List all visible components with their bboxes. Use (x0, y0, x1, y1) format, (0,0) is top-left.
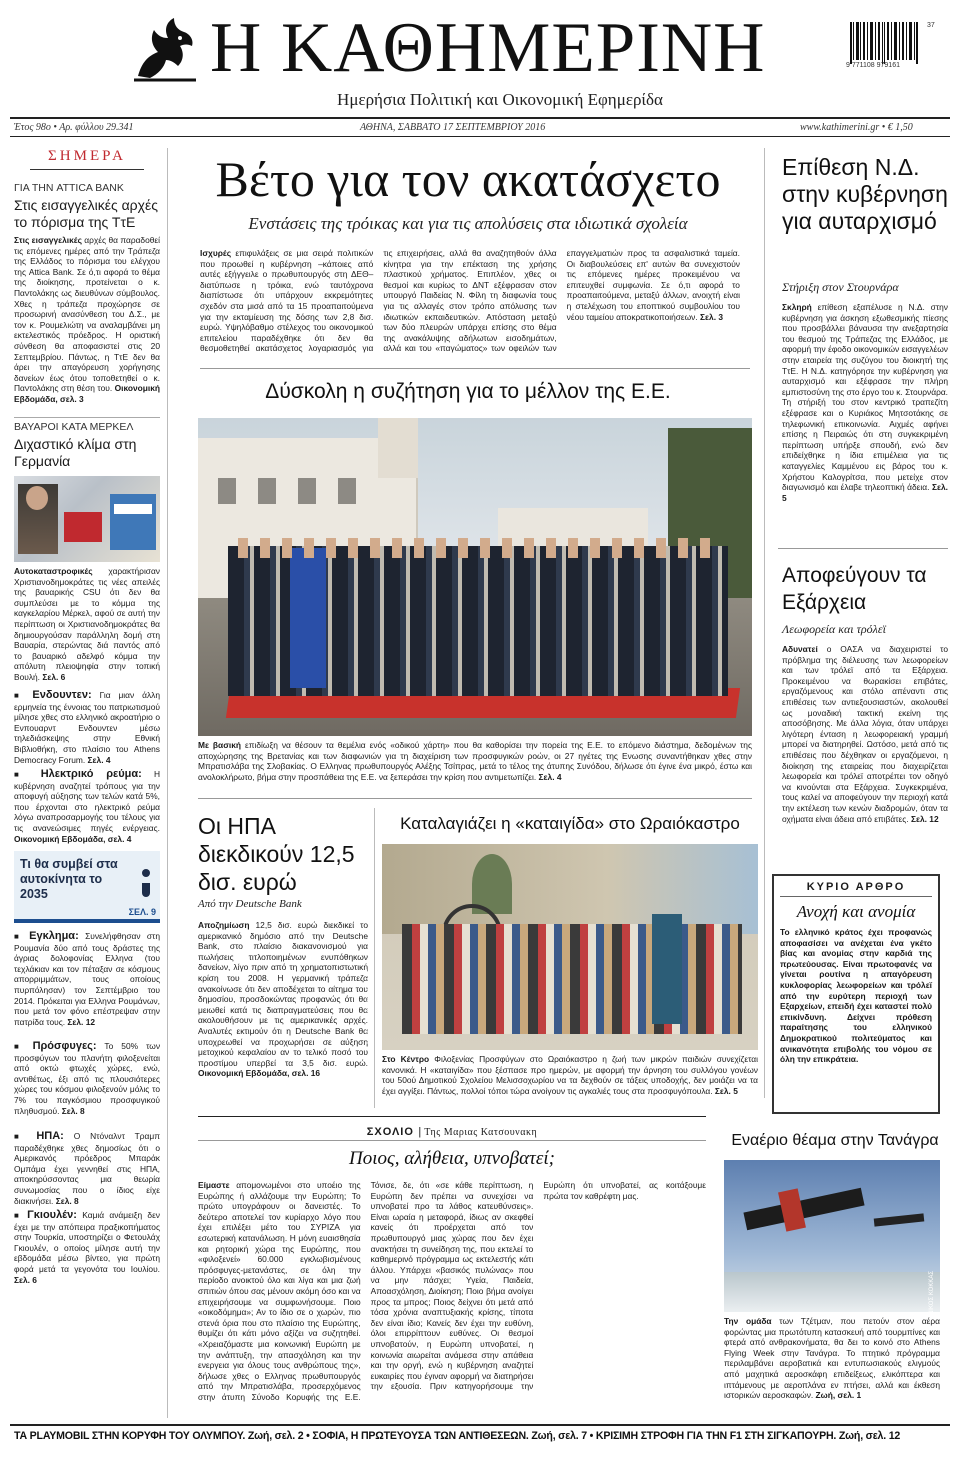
brief-gulen-text: Καμιά ανάμειξη δεν έχει με την απόπειρα πραξικοπήματος στην Τουρκία, υποστηρίζει ο Φετουλάχ Γκιουλέν, ο οποίος μίλησε αυτή την εβδομάδα μέσω βίντεο, για πρώτη φορά μετά τα γεγονότα του Ιουλίου. (14, 1210, 160, 1274)
center-right-divider (764, 148, 765, 1098)
oraiokastro-caption-ref[interactable]: Σελ. 5 (714, 1085, 738, 1096)
brief-electricity-lead: Ηλεκτρικό ρεύμα: (40, 768, 142, 780)
newspaper-subtitle: Ημερήσια Πολιτική και Οικονομική Εφημερίδα (337, 90, 663, 109)
brief-refugees-lead: Πρόσφυγες: (32, 1040, 97, 1052)
scholio-separator: | (418, 1126, 425, 1138)
tanagra-headline[interactable]: Εναέριο θέαμα στην Τανάγρα (731, 1132, 939, 1149)
exarchia-headline[interactable]: Αποφεύγουν τα Εξάρχεια (782, 564, 927, 614)
oraiokastro-caption-text: Φιλοξενίας Προσφύγων στο Ωραιόκαστρο η ζωή των μικρών παιδιών συνεχίζεται κανονικά. Η «καταιγίδα» που ξέσπασε προ ημερών, με αφορμή την άρνηση του συλλόγου γονέων του 50ού Δημοτικού Σχολείου Μελισσοχωρίου να τα δεχθούν σε τάξεις υποδοχής, δεν μοιάζει να τα έχει αγγίξει. Πάντως, πολλοί τόποι τώρα ανοίγουν τις αγκαλιές τους στα προσφυγόπουλα. (382, 1054, 758, 1096)
brief-refugees-ref[interactable]: Σελ. 8 (61, 1105, 85, 1116)
item1-body (14, 235, 160, 411)
item2-lead: Αυτοκαταστροφικές (14, 566, 93, 576)
eu-photo-credit: EPA / A. ANASTOS (182, 663, 189, 715)
brief-refugees-text: Το 50% των προσφύγων του πλανήτη φιλοξενείται από οκτώ φτωχές χώρες, ενώ, αντιθέτως, έξι από τις πλουσιότερες χώρες του κόσμου φιλοξενούν μόλις το 7% του παγκόσμιου προσφυγικού πληθυσμού. (14, 1041, 161, 1116)
eu-caption-lead: Με βασική (198, 740, 242, 750)
item1-ref[interactable]: Οικονομική Εβδομάδα, σελ. 3 (14, 383, 160, 404)
item1-lead: Στις εισαγγελικές (14, 235, 82, 245)
cars-promo-page: ΣΕΛ. 9 (128, 907, 156, 917)
barcode-number: 9 771108 979161 (846, 62, 900, 69)
tanagra-caption-ref[interactable]: Ζωή, σελ. 1 (815, 1390, 862, 1401)
nd-lead: Σκληρή (782, 302, 812, 312)
item2-title[interactable]: Διχαστικό κλίμα στη Γερμανία (14, 436, 137, 469)
item1-title[interactable]: Στις εισαγγελικές αρχές το πόρισμα της ΤτΕ (14, 197, 158, 230)
exarchia-text: ο ΟΑΣΑ να διαχειριστεί το πρόβλημα της διέλευσης των λεωφορείων και των τρόλεϊ από τα Εξάρχεια. Προκειμένου να θωρακίσει επιβάτες, εργαζόμενους και στόλο απέναντι στις επιθέσεις των αντιεξουσιαστών, ακολουθεί ως μοναδική τακτική εκείνη της αποσόβησης. Με άλλα λόγια, όταν υπάρχει λιγότερη ένταση η λεωφορειακή γραμμή μπορεί να διατηρηθεί. Ωστόσο, μετά από τις επιθέσεις που δέχθηκαν οι εργαζόμενοι, η διοίκηση της εταιρείας που διαχειρίζεται λεωφορεία και τρόλεϊ αποτρέπει τον οδηγό να κινούνται στα Εξάρχεια. Συγκεκριμένα, τους καλεί να αποφεύγουν την περιοχή κατά την εκτέλεση των κενών διαδρομών, όταν τα οχήματα είναι άδεια από επιβάτες. (782, 644, 948, 824)
masthead (0, 0, 960, 133)
brief-snowden (14, 690, 160, 765)
eu-rule (198, 798, 752, 799)
brief-usa-text: Ο Ντόναλντ Τραμπ παραδέχθηκε χθες δημοσίως ότι ο Αμερικανός πρόεδρος Μπαράκ Ομπάμα έχει γεννηθεί στις ΗΠΑ, αποκηρύσσοντας μια θεωρία συνωμοσίας που ο ίδιος είχε διακινήσει. (14, 1131, 160, 1206)
scholio-rule-top (198, 1116, 706, 1117)
oraiokastro-photo-credit: ΑΛΕΞΑΝΔΡΟΣ ΑΒΡΑΜΙΔΗΣ (367, 968, 374, 1046)
griffin-logo-icon (128, 12, 202, 86)
usa-headline[interactable]: Οι ΗΠΑ διεκδικούν 12,5 δισ. ευρώ (198, 813, 355, 895)
item2-ref[interactable]: Σελ. 6 (42, 671, 66, 682)
lead-text: επιφυλάξεις σε μια σειρά πολιτικών που προωθεί η κυβέρνηση –κάποιες από αυτές εξήγγειλε ο πρωθυπουργός στη ΔΕΘ– διατύπωσε η τρόικα, ενώ ταυτόχρονα διαπίστωσε ότι υπάρχουν εκκρεμότητες σχεδόν στα μισά από τα 15 προαπαιτούμενα για την εκταμίευση της δόσης των 2,8 δισ. ευρώ. Υψηλόβαθμο στέλεχος του οικονομικού επιτελείου παραδέχθηκε ότι δεν θα θεσμοθετηθεί ακατάσχετος λογαριασμός για τις επιχειρήσεις, αλλά θα αναζητηθούν άλλα κίνητρα για την επέκταση της χρήσης πλαστικού χρήματος. Επιπλέον, χθες οι θεσμοί και κυρίως το ΔΝΤ εξέφρασαν στον υπουργό Παιδείας Ν. Φίλη τη διαφωνία τους για τις αλλαγές στον τρόπο απόλυσης των ιδιωτικών εκπαιδευτικών. Απόσταση μεταξύ των δύο πλευρών υπάρχει επίσης στο θέμα της ανακάλυψης αδήλωτων εισοδημάτων, αλλά και του «παγώματος» των οφειλών των επαγγελματιών προς τα ασφαλιστικά ταμεία. Οι διαβουλεύσεις επ' αυτών θα συνεχιστούν τις επόμενες ημέρες προκειμένου να επιτευχθεί συμφωνία. Σε ό,τι αφορά το προαπαιτούμενα, μεταξύ άλλων, ανοιχτή είναι η στελέχωση του εποπτικού συμβουλίου του νέου ταμείου αποκρατικοποιήσεων. (200, 248, 740, 354)
lead-body (200, 248, 740, 360)
today-label: ΣΗΜΕΡΑ (30, 148, 144, 170)
nd-ref[interactable]: Σελ. 5 (782, 482, 949, 503)
item2-body (14, 566, 160, 684)
brief-crime-text: Συνελήφθησαν στη Ρουμανία δύο από τους δράστες της άγριας δολοφονίας Ελληνα (του τεχλάκιαν και τον πέταξαν σε κόσμους απορριμμάτων, τους οποίους πυρπόλησαν) τον Σεπτέμβριο του 2014. Πρόκειται για Ελληνα Ρουμάνων, που μετά τον φόνο επέστρεψαν στην πατρίδα τους. (14, 931, 160, 1027)
tanagra-photo-credit: ΝΙΚΟΣ ΚΟΚΚΑΣ (929, 1270, 936, 1316)
eu-caption (198, 740, 752, 784)
oraiokastro-caption-lead: Στο Κέντρο (382, 1054, 430, 1064)
lead-headline[interactable]: Βέτο για τον ακατάσχετο (215, 151, 721, 207)
usa-lead: Αποζημίωση (198, 920, 250, 930)
eu-caption-text: επιδίωξη να θέσουν τα θεμέλια ενός «οδικού χάρτη» που θα καθορίσει την πορεία της Ε.Ε. το επόμενο διάστημα, δεδομένων της αποχώρησης της Βρετανίας και των διαφωνιών για τη διαχείριση των προσφυγικών ροών, οι 27 ηγέτες της Ενωσης συναντήθηκαν χθες στην Μπρατισλάβα της Σλοβακίας. Ο Ελληνας πρωθυπουργός Αλέξης Τσίπρας, μετά το τέλος της άτυπης Συνόδου, δήλωσε ότι έγινε ένα μικρό, έστω και ανολοκλήρωτο, βήμα στην προσπάθεια της Ε.Ε. να ξεπεράσει την κρίση που αντιμετωπίζει. (198, 740, 752, 782)
tanagra-caption-text: των Τζέτμαν, που πετούν στον αέρα φορώντας μια πρωτότυπη κατασκευή από τουρμπίνες και φτερά από ανθρακονήματα, θα δει το κοινό στο Athens Flying Week στην Τανάγρα. Το πτητικό πρόγραμμα περιλαμβάνει αεροβατικά και εντυπωσιακούς ελιγμούς από μαχητικά αεροσκάφη επιδείξεως, ελικόπτερα και ιπτάμενους με αεροπλάνα εν πτήσει, αλλά και έκθεση ιστορικών αεροσκαφών. (724, 1316, 940, 1401)
scholio-lead: Είμαστε (198, 1180, 230, 1190)
brief-electricity-text: Η κυβέρνηση αναζητεί τρόπους για την αποφυγή αύξησης των τελών κατά 5%, που έρχονται στο ηλεκτρικό ρεύμα λόγω αναπροσαρμογής του τέλους για τις ανανεώσιμες πηγές ενέργειας. (14, 769, 160, 833)
eu-headline[interactable]: Δύσκολη η συζήτηση για το μέλλον της Ε.Ε. (265, 380, 671, 403)
dateline-rule (10, 136, 950, 137)
lead-ref[interactable]: Σελ. 3 (700, 311, 724, 322)
brief-gulen (14, 1210, 160, 1296)
scholio-author: Της Μαριας Κατσουνακη (424, 1127, 538, 1138)
item1-text: αρχές θα παραδοθεί τις επόμενες ημέρες από την Τράπεζα της Ελλάδος το πόρισμα του ελέγχου της Attica Bank. Σε ό,τι αφορά το θέμα της διοίκησης, προτείνεται ο κ. Παντολάκης ως διευθύνων σύμβουλος. Χθες η τράπεζα προχώρησε σε προσωρινή ανασύνθεση του Δ.Σ., με τον κ. Ρουμελιώτη να αναλαμβάνει μη εκτελεστικός πρόεδρος. Η οριστική σύνθεση θα αποφασιστεί στις 20 Σεπτεμβρίου. Πάντως, η ΤτΕ δεν θα άρει την απαγόρευση χορήγησης δανείων έως ότου τοποθετηθεί ο κ. Παντολάκης στη θέση του. (14, 235, 160, 394)
brief-snowden-ref[interactable]: Σελ. 4 (87, 754, 111, 765)
barcode-issue: 37 (927, 22, 935, 29)
lead-rule (200, 368, 750, 369)
year-issue: Έτος 98ο • Αρ. φύλλου 29.341 (14, 122, 134, 133)
tanagra-photo (724, 1160, 940, 1316)
usa-ref[interactable]: Οικονομική Εβδομάδα, σελ. 16 (198, 1068, 321, 1079)
item2-kicker: ΒΑΥΑΡΟΙ ΚΑΤΑ ΜΕΡΚΕΛ (14, 417, 160, 433)
exarchia-body (782, 644, 948, 858)
cars-promo-mark2 (142, 883, 150, 897)
nd-rule (778, 548, 948, 549)
nd-headline[interactable]: Επίθεση Ν.Δ. στην κυβέρνηση για αυταρχισμό (782, 154, 948, 234)
cars-promo[interactable] (14, 851, 160, 923)
cars-promo-title: Τι θα συμβεί στα αυτοκίνητα το 2035 (20, 857, 118, 901)
item1-kicker: ΓΙΑ ΤΗΝ ATTICA BANK (14, 182, 124, 194)
oraiokastro-photo (367, 844, 758, 1050)
scholio-text: απομονωμένοι στο υποέιο της Ευρώπης ή αλλάζουμε την Ευρώπη; Το πρώτο υπογράφουν οι δανειστές. Το δεύτερο αποτελεί τον κυρίαρχο λόγο που έχει επιλέξει μέτο του ΣΥΡΙΖΑ για εσωτερική κατανάλωση. Η μόνη ευαισθησία και ρητορική χώρα της Ευρώπης, που «φιλοξενεί» 60.000 εγκλωβισμένους πρόσφυγες-μετανάστες, σε όλη την περίοδο ανοικτού όλο και λίγα και μια ζωή σπιτιών όπου σας μένουν ακόμη όσο και να επιχειρήσουμε να συμφωνήσουμε. Ποιο «οικοδόμημα»; Αν το ίδιο σε ο χωρών, πιο στενά όρια που στο πλαίσιο της Ευρώπης, θυμίζει ότι κάτι μόνο αξίζει να συζητηθεί. «Χρειαζόμαστε μια κοινωνική Ευρώπη με την ανάπτυξη, την απασχόληση και την ενεργεια για όλους τους ανθρώπους της», δήλωσε χθες ο Ελληνας πρωθυπουργός από την Μπρατισλάβα, προσερχόμενος στην άτυπη Σύνοδο Κορυφής της Ε.Ε. Τόνισε, δε, ότι «σε κάθε περίπτωση, η Ευρώπη δεν πρέπει να συνεχίσει να υπνοβατεί προ τα λάθος κατευθύνσεις». Είναι ωραία η μεταφορά, ίδιως αν σκεφθεί κανείς ότι προέρχεται από τον πρωθυπουργό μιας χώρας που δεν έχει ανακτήσει τη συνείδηση της, που εκτελεί το καθημερινό πρόγραμμα ως εκτελεστής κάτι άλλου. Υπάρχει «βασικός πυλώνας» που να μην πάσχει; Υγεία, Παιδεία, Αποασχόληση, Διοίκηση; Ποιο βήμα ανοίγει προς τα μπρος; Ποιος δείχνει ότι μετά από τόσα χρόνια αναπτυξιακής κρίσης, τίποτα δεν είναι ίδιο; Κανείς δεν έχει την ευθύνη, όλοι επιρρίπτουν ευθύνες. Οι θεσμοί υπνοβατούν, η Ευρώπη υπνοβατεί, η κοινωνία αιωρείται ανάμεσα στην απάθεια και την οργή, ενώ η κυβέρνηση αναζητεί ευκαιρίες που έγιναν αφορμή να διατηρήσει την εξουσία. Πριν κατηγορήσουμε την Ευρώπη ότι υπνοβατεί, ας κοιτάξουμε πρώτα τον καθρέφτη μας. (198, 1180, 706, 1402)
oraiokastro-headline[interactable]: Καταλαγιάζει η «καταιγίδα» στο Ωραιόκαστρο (400, 814, 740, 833)
brief-usa-lead: ΗΠΑ: (36, 1130, 64, 1142)
dateline: ΑΘΗΝΑ, ΣΑΒΒΑΤΟ 17 ΣΕΠΤΕΜΒΡΙΟΥ 2016 (360, 122, 546, 133)
scholio-heading (198, 1122, 706, 1140)
cars-promo-mark (142, 869, 150, 877)
brief-snowden-lead: Ενδουντεν: (32, 689, 92, 701)
exarchia-ref[interactable]: Σελ. 12 (910, 813, 939, 824)
usa-divider (374, 808, 375, 1108)
brief-usa (14, 1131, 160, 1206)
eu-summit-photo (182, 418, 752, 736)
brief-gulen-lead: Γκιουλέν: (27, 1209, 77, 1221)
lead-subhead: Ενστάσεις της τρόικας και για τις απολύσεις στα ιδιωτικά σχολεία (248, 214, 688, 233)
lead-lead: Ισχυρές (200, 248, 232, 258)
eu-caption-ref[interactable]: Σελ. 4 (538, 771, 562, 782)
merkel-poster-photo (14, 476, 160, 562)
scholio-body (198, 1180, 706, 1408)
brief-crime (14, 931, 160, 1037)
brief-refugees (14, 1041, 160, 1127)
brief-crime-lead: Εγκλημα: (29, 930, 79, 942)
oraiokastro-caption (382, 1054, 758, 1100)
newspaper-title[interactable]: Η ΚΑΘΗΜΕΡΙΝΗ (210, 9, 766, 87)
usa-body (198, 920, 368, 1106)
exarchia-subhead: Λεωφορεία και τρόλεϊ (782, 622, 886, 636)
brief-crime-ref[interactable]: Σελ. 12 (67, 1016, 96, 1027)
footer-rule (10, 1424, 950, 1426)
brief-gulen-ref[interactable]: Σελ. 6 (14, 1274, 37, 1285)
nd-text: επίθεση εξαπέλυσε η Ν.Δ. στην κυβέρνηση για άσκηση εξωθεσμικής πίεσης που προσβάλλει βάναυσα την ανεξαρτησία του θεσμού της Τράπεζας της Ελλάδος, με αφορμή την έφοδο οικονομικών εισαγγελέων στην εταιρεία της συζύγου του διοικητή της ΤτΕ. Η Ν.Δ. κατηγόρησε την κυβέρνηση για αυταρχισμό και εξέφρασε την πλήρη εμπιστοσύνη της στο έργο του κ. Στουρνάρα. Τη στήριξή του στον κεντρικό τραπεζίτη εξέφρασε και ο Κυριάκος Μητσοτάκης σε τηλεφωνική επικοινωνία. Αιχμές αφήνει επίσης η Πειραιώς ότι στη συγκεκριμένη περίπτωση υπήρξε σπουδή, ενώ δεν επιδείχθηκε η ίδια επιμέλεια για τις καταγγελίες Καμμένου εις βάρος του κ. Χρήστου Καλογρίτσα, που μετείχε στον διαγωνισμό και έλαβε τηλεοπτική άδεια. (782, 302, 949, 493)
editorial-title[interactable]: Ανοχή και ανομία (796, 902, 916, 921)
left-divider (167, 148, 168, 1418)
scholio-rule-mid (198, 1140, 706, 1141)
usa-text: 12,5 δισ. ευρώ διεκδικεί το αμερικανικό δημόσιο από την Deutsche Bank, στο πλαίσιο διακανονισμού για πωλήσεις τιτλοποιημένων ενυπόθηκων δανείων, λίγο πριν από τη χρηματοπιστωτική κρίση του 2008. Η γερμανική τράπεζα ανακοίνωσε ότι δεν αποδέχεται το αίτημα του δημοσίου, προσδοκώντας προφανώς ότι θα μειωθεί κατά τις διαπραγματεύσεις που θα ακολουθήσουν με τις αμερικανικές αρχές. Αναλυτές εκτιμούν ότι η Deutsche Bank θα υποχρεωθεί να προχωρήσει σε αύξηση μετοχικού κεφαλαίου αν το τελικό ποσό του προστίμου υπερβεί τα 3,5 δισ. ευρώ. (198, 920, 368, 1068)
scholio-label: ΣΧΟΛΙΟ (366, 1126, 414, 1138)
footer-ticker[interactable]: ΤΑ PLAYMOBIL ΣΤΗΝ ΚΟΡΥΦΗ ΤΟΥ ΟΛΥΜΠΟΥ. Ζωή, σελ. 2 • ΣΟΦΙΑ, Η ΠΡΩΤΕΥΟΥΣΑ ΤΩΝ ΑΝΤΙΘΕΣΕΩΝ. Ζωή, σελ. 7 • ΚΡΙΣΙΜΗ ΣΤΡΟΦΗ ΓΙΑ ΤΗΝ F1 ΣΤΗ ΣΙΓΚΑΠΟΥΡΗ. Ζωή, σελ. 12 (14, 1430, 901, 1442)
exarchia-lead: Αδυνατεί (782, 644, 818, 654)
brief-snowden-text: Για μιαν άλλη ερμηνεία της έννοιας του πατριωτισμού μίλησε χθες στο ελληνικό ακροατήριο ο Ενπουαρντ Ενδουντεν μέσω τηλεδιάσκεψης στην Εθνική Βιβλιοθήκη, στο πλαίσιο του Athens Democracy Forum. (14, 690, 160, 765)
masthead-rule (10, 117, 950, 119)
tanagra-caption-lead: Την ομάδα (724, 1316, 772, 1326)
brief-electricity (14, 769, 160, 845)
brief-electricity-ref[interactable]: Οικονομική Εβδομάδα, σελ. 4 (14, 833, 132, 844)
nd-body (782, 302, 948, 538)
editorial-body: Το ελληνικό κράτος έχει προφανώς αποφασίσει να ανέχεται ένα γκέτο βίας και ανομίας στην καρδιά της πρωτεύουσας. Είναι πρωτοφανές να γίνεται ρουτίνα η απαγόρευση κυκλοφορίας λεωφορείων και τρόλεϊ από την ευρύτερη περιοχή των Εξαρχείων, επειδή έχει καταστεί πολύ επικίνδυνη. Δείχνει πρόθεση παραίτησης του ελληνικού Δημοκρατικού πολιτεύματος και ανικανότητα επιβολής του νόμου σε όλη την επικράτεια. (780, 927, 932, 1065)
usa-subhead: Από την Deutsche Bank (198, 898, 302, 910)
item2-text: χαρακτήρισαν Χριστιανοδημοκράτες τις νέες απειλές της βαυαρικής CSU ότι δεν θα συμπλεύσει με το κόμμα της καγκελαρίου Μέρκελ, αφού σε αυτή την περίπτωση οι Χριστιανοδημοκράτες θα δημιουργούσαν παράλληλη δομή στη Βαυαρία, στερώντας διά παντός από το βαυαρικό αδελφό κόμμα την απόλυτη πλειοψηφία στην τοπική Βουλή. (14, 566, 160, 682)
website-price[interactable]: www.kathimerini.gr • € 1,50 (800, 122, 913, 133)
scholio-title[interactable]: Ποιος, αλήθεια, υπνοβατεί; (349, 1148, 555, 1169)
editorial-box (772, 874, 940, 1114)
tanagra-caption (724, 1316, 940, 1408)
left-column (14, 148, 160, 1418)
brief-usa-ref[interactable]: Σελ. 8 (55, 1195, 79, 1206)
nd-subhead: Στήριξη στον Στουρνάρα (782, 280, 899, 294)
editorial-label: ΚΥΡΙΟ ΑΡΘΡΟ (780, 881, 932, 897)
